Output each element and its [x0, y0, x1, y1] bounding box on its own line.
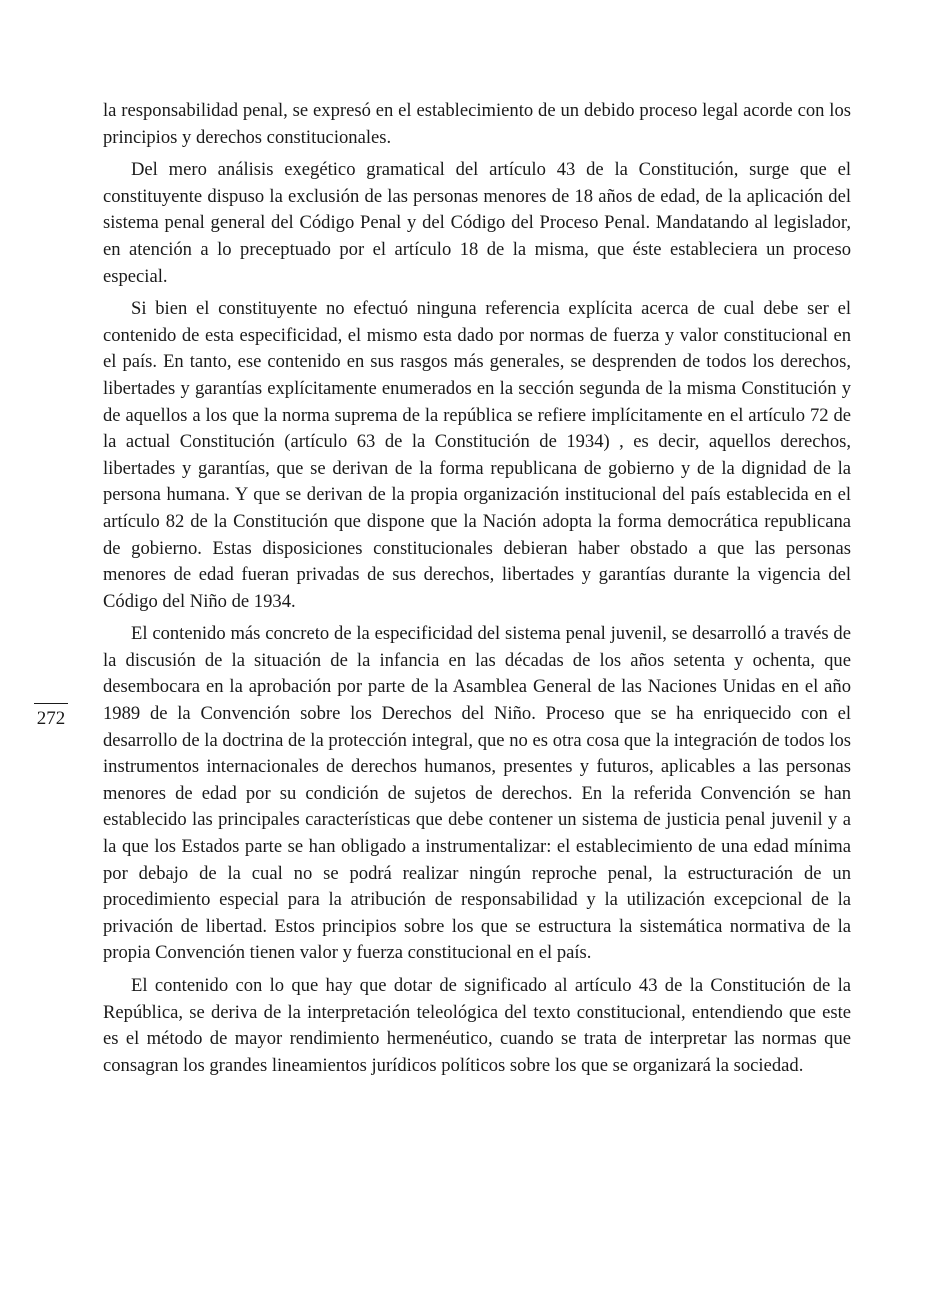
paragraph-specificity-content: Si bien el constituyente no efectuó ninguna referencia explícita acerca de cual debe ser el contenido de esta especificidad, el mismo esta dado por normas de fuerza y valor constitucional en el país. En tanto, ese contenido en sus rasgos más generales, se desprenden de todos los derechos, libertades y garantías explícitamente enumerados en la sección segunda de la misma Constitución y de aquellos a los que la norma suprema de la república se refiere implícitamente en el artículo 72 de la actual Constitución (artículo 63 de la Constitución de 1934) , es decir, aquellos derechos, libertades y garantías, que se derivan de la forma republicana de gobierno y de la dignidad de la persona humana. Y que se derivan de la propia organización institucional del país establecida en el artículo 82 de la Constitución que dispone que la Nación adopta la forma democrática republicana de gobierno. Estas disposiciones constitucionales debieran haber obstado a que las personas menores de edad fueran privadas de sus derechos, libertades y garantías durante la vigencia del Código del Niño de 1934. — [103, 298, 851, 612]
paragraph-teleological-interpretation: El contenido con lo que hay que dotar de significado al artículo 43 de la Constitución de la República, se deriva de la interpretación teleológica del texto constitucional, entendiendo que este es el método de mayor rendimiento hermenéutico, cuando se trata de interpretar las normas que consagran los grandes lineamientos jurídicos políticos sobre los que se organizará la sociedad. — [103, 975, 851, 1076]
page-number: 272 — [36, 708, 66, 729]
page-number-rule — [34, 703, 68, 704]
body-text — [103, 98, 851, 1085]
paragraph-article-43-analysis: Del mero análisis exegético gramatical del artículo 43 de la Constitución, surge que el constituyente dispuso la exclusión de las personas menores de 18 años de edad, de la aplicación del sistema penal general del Código Penal y del Código del Proceso Penal. Mandatando al legislador, en atención a lo preceptuado por el artículo 18 de la misma, que éste estableciera un proceso especial. — [103, 159, 851, 287]
paragraph-continued: la responsabilidad penal, se expresó en el establecimiento de un debido proceso legal acorde con los principios y derechos constitucionales. — [103, 100, 851, 148]
paragraph-juvenile-penal-system: El contenido más concreto de la especificidad del sistema penal juvenil, se desarrolló a través de la discusión de la situación de la infancia en las décadas de los años setenta y ochenta, que desembocara en la aprobación por parte de la Asamblea General de las Naciones Unidas en el año 1989 de la Convención sobre los Derechos del Niño. Proceso que se ha enriquecido con el desarrollo de la doctrina de la protección integral, que no es otra cosa que la integración de todos los instrumentos internacionales de derechos humanos, presentes y futuros, aplicables a las personas menores de edad por su condición de sujetos de derechos. En la referida Convención se han establecido las principales características que debe contener un sistema de justicia penal juvenil y a la que los Estados parte se han obligado a instrumentalizar: el establecimiento de una edad mínima por debajo de la cual no se podrá realizar ningún reproche penal, la estructuración de un procedimiento especial para la atribución de responsabilidad y la utilización excepcional de la privación de libertad. Estos principios sobre los que se estructura la sistemática normativa de la propia Convención tienen valor y fuerza constitucional en el país. — [103, 623, 851, 964]
